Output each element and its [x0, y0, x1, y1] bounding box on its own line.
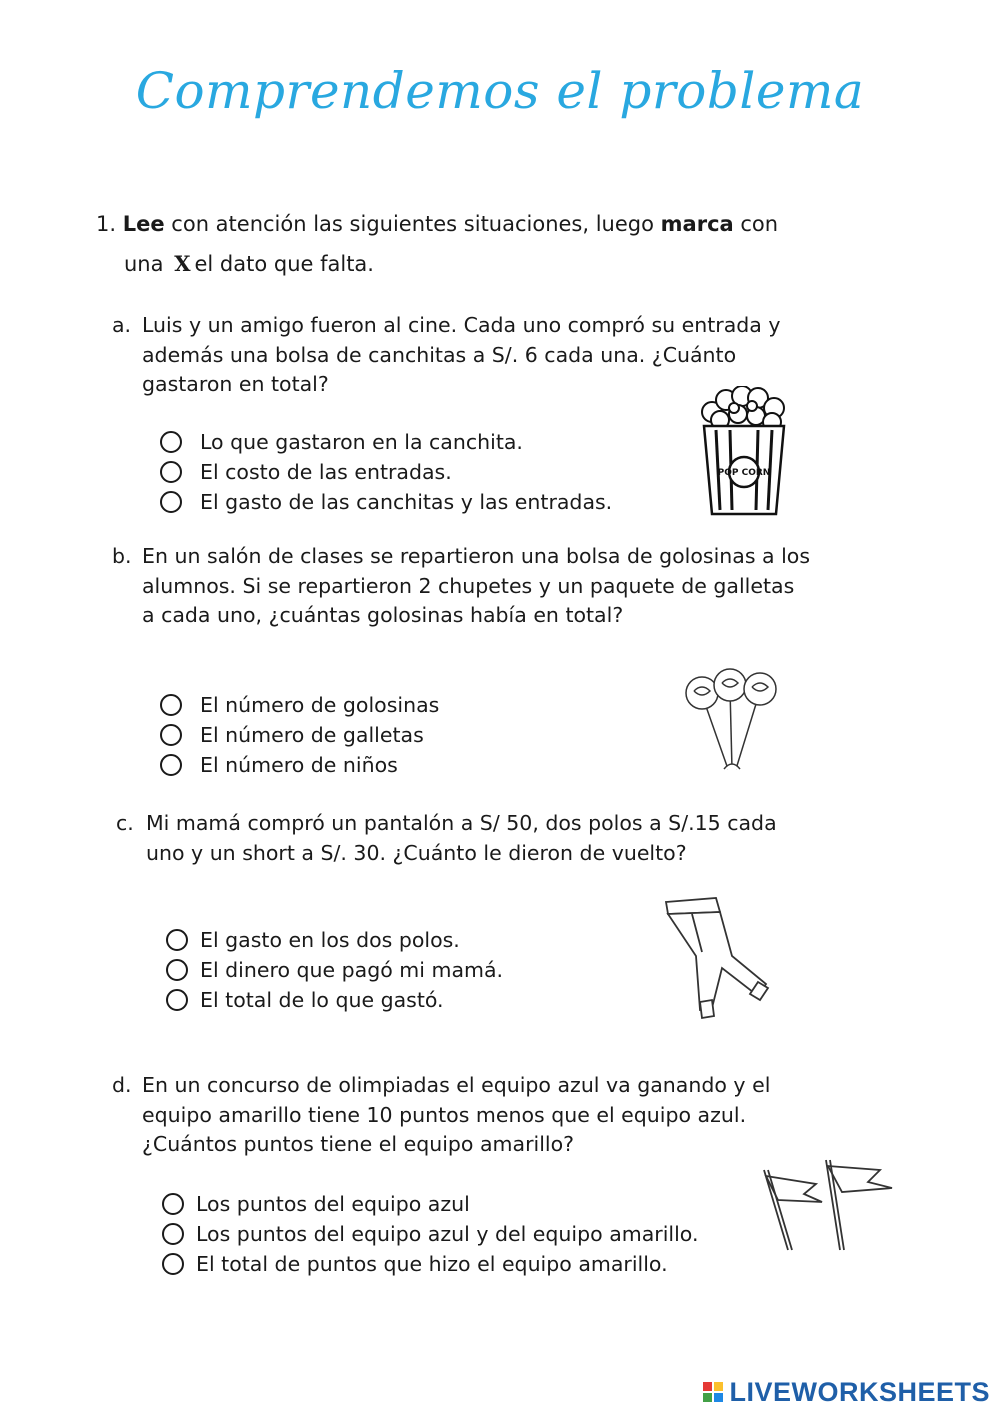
question-text: En un salón de clases se repartieron una bolsa de golosinas a los alumnos. Si se repartieron 2 chupetes y un paquete de galletas a cada uno, ¿cuántas golosinas había en total? [142, 544, 811, 627]
radio-button[interactable] [160, 491, 182, 513]
option-item[interactable] [162, 1249, 699, 1279]
radio-button[interactable] [160, 461, 182, 483]
options-a [160, 427, 612, 517]
option-label: Lo que gastaron en la canchita. [200, 430, 523, 454]
option-label: El número de niños [200, 753, 398, 777]
page-title: Comprendemos el problema [135, 62, 865, 120]
options-b [160, 690, 439, 780]
popcorn-icon [694, 386, 794, 518]
radio-button[interactable] [162, 1223, 184, 1245]
question-c [116, 809, 816, 868]
option-item[interactable] [160, 750, 439, 780]
options-d [162, 1189, 699, 1279]
question-text: En un concurso de olimpiadas el equipo azul va ganando y el equipo amarillo tiene 10 puntos menos que el equipo azul. ¿Cuántos puntos tiene el equipo amarillo? [142, 1073, 771, 1156]
question-text: Luis y un amigo fueron al cine. Cada uno compró su entrada y además una bolsa de canchitas a S/. 6 cada una. ¿Cuánto gastaron en total? [142, 313, 781, 396]
pants-icon [662, 896, 774, 1022]
instruction-part4: el dato que falta. [194, 252, 374, 276]
question-d [112, 1071, 812, 1160]
question-letter: a. [112, 313, 132, 337]
option-label: El gasto de las canchitas y las entradas. [200, 490, 613, 514]
liveworksheets-logo-icon [703, 1382, 723, 1402]
radio-button[interactable] [162, 1193, 184, 1215]
instruction-lee: Lee [122, 212, 165, 236]
brand-name: LIVEWORKSHEETS [729, 1376, 990, 1407]
radio-button[interactable] [160, 694, 182, 716]
question-text: Mi mamá compró un pantalón a S/ 50, dos polos a S/.15 cada uno y un short a S/. 30. ¿Cuánto le dieron de vuelto? [146, 811, 777, 865]
option-item[interactable] [166, 925, 503, 955]
radio-button[interactable] [160, 431, 182, 453]
instruction-part1: con atención las siguientes situaciones, luego [171, 212, 654, 236]
option-item[interactable] [160, 457, 612, 487]
radio-button[interactable] [166, 959, 188, 981]
option-label: El número de galletas [200, 723, 424, 747]
option-label: El número de golosinas [200, 693, 440, 717]
radio-button[interactable] [160, 724, 182, 746]
option-label: Los puntos del equipo azul y del equipo amarillo. [196, 1222, 699, 1246]
radio-button[interactable] [166, 989, 188, 1011]
option-label: El dinero que pagó mi mamá. [200, 958, 504, 982]
lollipops-icon [680, 665, 780, 775]
instruction-marca: marca [660, 212, 734, 236]
option-label: El costo de las entradas. [200, 460, 452, 484]
instruction-part2: con [740, 212, 779, 236]
instruction-x: X [174, 251, 191, 276]
radio-button[interactable] [162, 1253, 184, 1275]
option-item[interactable] [162, 1189, 699, 1219]
options-c [166, 925, 503, 1015]
option-label: El total de lo que gastó. [200, 988, 444, 1012]
radio-button[interactable] [160, 754, 182, 776]
footer-brand [703, 1377, 990, 1407]
option-item[interactable] [162, 1219, 699, 1249]
popcorn-label: POP CORN [717, 468, 771, 478]
option-item[interactable] [166, 985, 503, 1015]
option-label: El gasto en los dos polos. [200, 928, 460, 952]
question-b [112, 542, 812, 631]
option-item[interactable] [160, 690, 439, 720]
option-item[interactable] [166, 955, 503, 985]
question-letter: b. [112, 544, 132, 568]
radio-button[interactable] [166, 929, 188, 951]
flags-icon [756, 1158, 896, 1254]
option-item[interactable] [160, 427, 612, 457]
option-label: El total de puntos que hizo el equipo amarillo. [196, 1252, 668, 1276]
instruction-number: 1. [96, 212, 117, 236]
instruction [96, 204, 876, 284]
question-letter: c. [116, 811, 134, 835]
question-letter: d. [112, 1073, 132, 1097]
option-item[interactable] [160, 487, 612, 517]
option-item[interactable] [160, 720, 439, 750]
instruction-part3: una [124, 252, 164, 276]
option-label: Los puntos del equipo azul [196, 1192, 470, 1216]
